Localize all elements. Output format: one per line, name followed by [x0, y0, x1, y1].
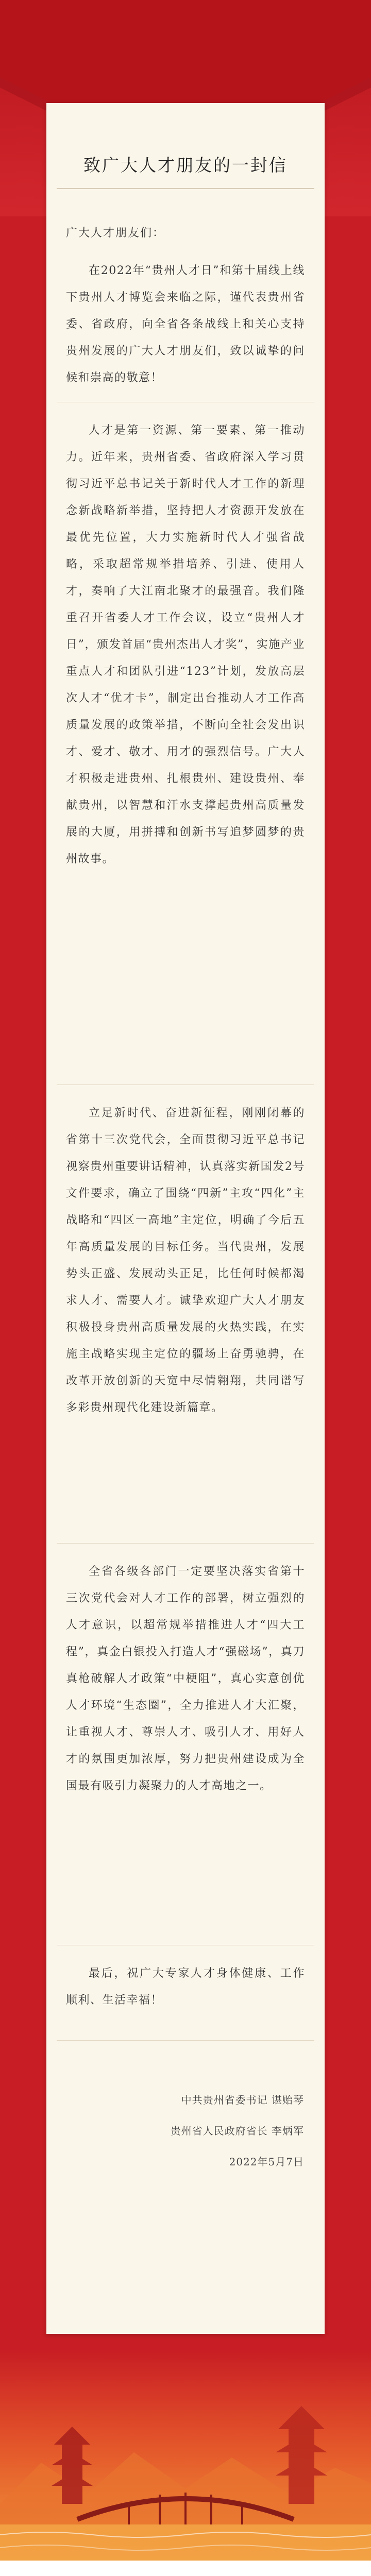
- paragraph-4: 全省各级各部门一定要坚决落实省第十三次党代会对人才工作的部署，树立强烈的人才意识，以超常规举措推进人才“四大工程”，真金白银投入打造人才“强磁场”，真刀真枪破解人才政策“中梗阻”，真心实意创优人才环境“生态圈”，全力推进人才大汇聚，让重视人才、尊崇人才、吸引人才、用好人才的氛围更加浓厚，努力把贵州建设成为全国最有吸引力凝聚力的人才高地之一。: [66, 1565, 305, 1792]
- paragraph-3: 立足新时代、奋进新征程，刚刚闭幕的省第十三次党代会，全面贯彻习近平总书记视察贵州重要讲话精神，认真落实新国发2号文件要求，确立了围绕“四新”主攻“四化”主战略和“四区一高地”主定位，明确了今后五年高质量发展的目标任务。当代贵州，发展势头正盛、发展动头正足，比任何时候都渴求人才、需要人才。诚挚欢迎广大人才朋友积极投身贵州高质量发展的火热实践，在实施主战略实现主定位的疆场上奋勇驰骋，在改革开放创新的天宽中尽情翱翔，共同谱写多彩贵州现代化建设新篇章。: [66, 1107, 305, 1414]
- paragraph-divider: [57, 2040, 314, 2041]
- paragraph-divider: [57, 1084, 314, 1085]
- signature-governor: 贵州省人民政府省长 李炳军: [170, 2125, 304, 2137]
- signature-date: 2022年5月7日: [229, 2156, 304, 2168]
- letter-title: 致广大人才朋友的一封信: [83, 155, 288, 175]
- letter-paper: [46, 103, 325, 2334]
- paragraph-1: 在2022年“贵州人才日”和第十届线上线下贵州人才博览会来临之际，谨代表贵州省委、省政府，向全省各条战线上和关心支持贵州发展的广大人才朋友们，致以诚挚的问候和崇高的敬意！: [66, 264, 305, 384]
- skyline-art: [0, 2349, 371, 2561]
- footer-bar: [0, 2561, 371, 2576]
- title-divider: [57, 188, 314, 189]
- bottom-illustration: [0, 2349, 371, 2561]
- signature-party-secretary: 中共贵州省委书记 谌贻琴: [181, 2094, 304, 2106]
- letter-greeting: 广大人才朋友们：: [66, 227, 165, 240]
- paragraph-5: 最后，祝广大专家人才身体健康、工作顺利、生活幸福！: [66, 1967, 305, 2007]
- paragraph-2: 人才是第一资源、第一要素、第一推动力。近年来，贵州省委、省政府深入学习贯彻习近平总书记关于新时代人才工作的新理念新战略新举措，坚持把人才资源开发放在最优先位置，大力实施新时代人才强省战略，采取超常规举措培养、引进、使用人才，奏响了大江南北聚才的最强音。我们隆重召开省委人才工作会议，设立“贵州人才日”，颁发首届“贵州杰出人才奖”，实施产业重点人才和团队引进“123”计划，发放高层次人才“优才卡”，制定出台推动人才工作高质量发展的政策举措，不断向全社会发出识才、爱才、敬才、用才的强烈信号。广大人才积极走进贵州、扎根贵州、建设贵州、奉献贵州，以智慧和汗水支撑起贵州高质量发展的大厦，用拼搏和创新书写追梦圆梦的贵州故事。: [66, 424, 305, 866]
- paragraph-divider: [57, 1543, 314, 1544]
